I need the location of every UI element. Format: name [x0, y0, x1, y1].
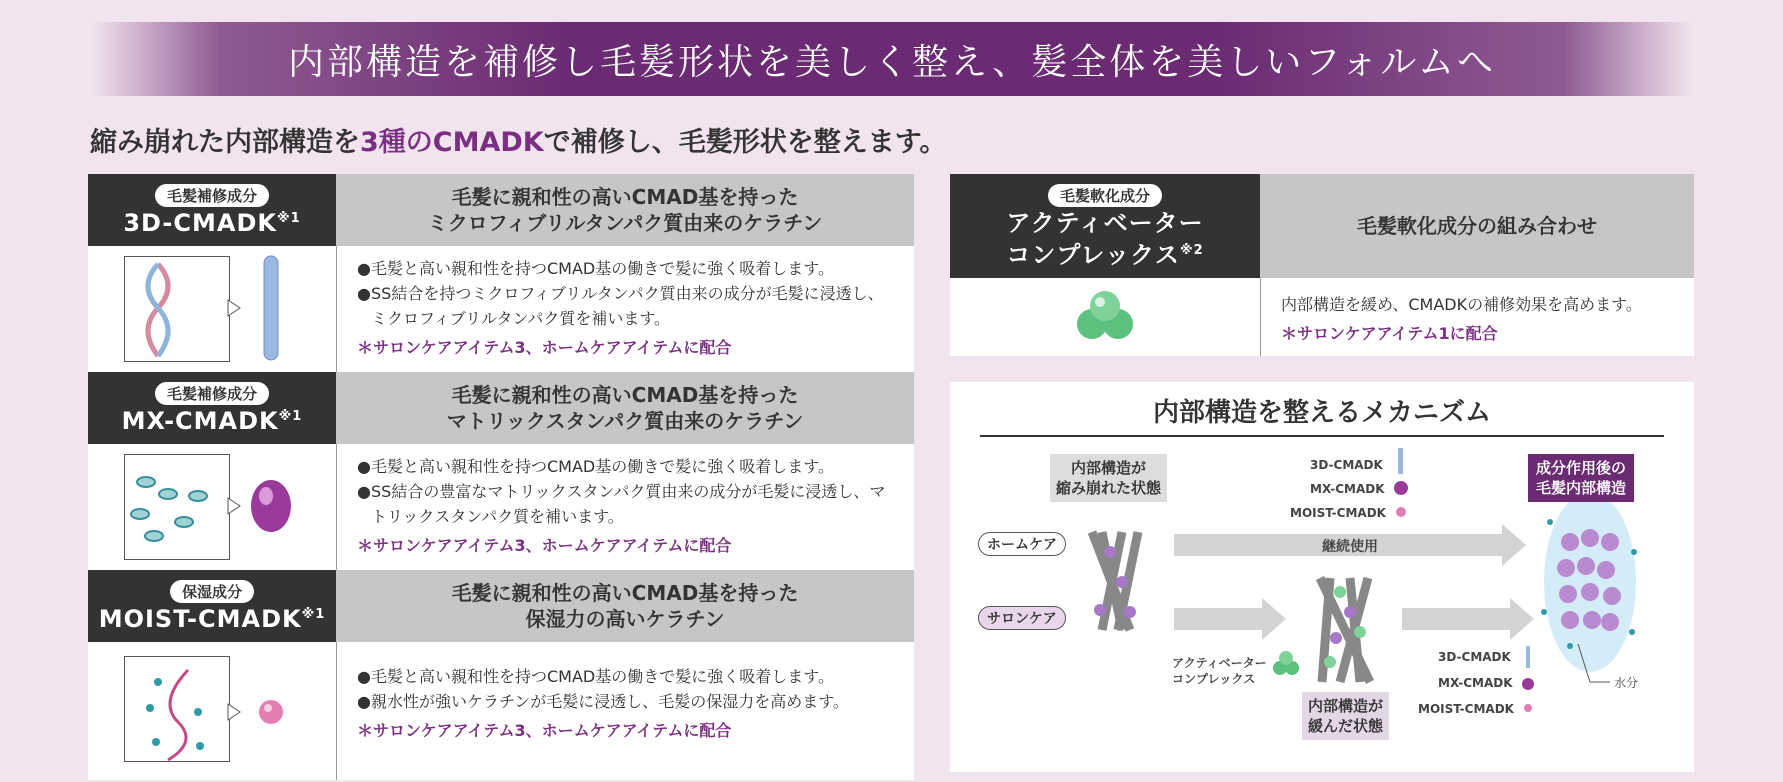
label-line: 成分作用後の: [1536, 459, 1627, 477]
ingredient-description: [336, 372, 914, 444]
ingredient-table-moist: 保湿成分 MOIST-CMADK$^{※1}$ 毛髪に親和性の高いCMAD基を持った 保湿力の高いケラチン ● 毛髪と高い親和性を持つCMAD基の働きで髪に強く吸着します。 ● 親水性が強いケラチンが毛髪に浸透し、毛髪の保湿力を高めます。 ＊サロンケアアイテム3、ホームケアアイテムに配合: [88, 570, 914, 780]
ingredient-name-cell: [88, 570, 336, 642]
home-care-tag: ホームケア: [978, 532, 1066, 556]
legend-moist: MOIST-CMADK: [1290, 506, 1386, 520]
subheading: [90, 120, 947, 159]
desc-line: ミクロフィブリルタンパク質由来のケラチン: [427, 211, 823, 235]
activator-label-2: コンプレックス: [1172, 672, 1256, 686]
desc-line: 毛髪に親和性の高いCMAD基を持った: [451, 383, 799, 407]
subhead-highlight: 3種のCMADK: [360, 127, 544, 158]
subhead-pre: 縮み崩れた内部構造を: [90, 127, 360, 158]
title-banner: [92, 22, 1692, 96]
activator-description: 毛髪軟化成分の組み合わせ: [1260, 174, 1694, 278]
continuous-use-label: 継続使用: [1322, 539, 1378, 555]
label-line: 内部構造が: [1308, 697, 1384, 715]
after-legend-moist: MOIST-CMADK: [1418, 702, 1514, 716]
activator-label-1: アクティベーター: [1172, 656, 1267, 670]
loosened-state-label: [1302, 692, 1389, 740]
matrix-keratin-illustration: [88, 444, 337, 570]
formulation-note: ＊サロンケアアイテム3、ホームケアアイテムに配合: [357, 338, 732, 357]
ingredient-description: [336, 570, 914, 642]
legend-3d: 3D-CMADK: [1310, 458, 1383, 472]
bullet-text: 毛髪と高い親和性を持つCMAD基の働きで髪に強く吸着します。: [371, 667, 834, 686]
bullet-text: 毛髪と高い親和性を持つCMAD基の働きで髪に強く吸着します。: [371, 457, 834, 476]
label-line: 縮み崩れた状態: [1056, 479, 1162, 497]
salon-arrow-1: [1174, 608, 1264, 630]
ingredient-name-cell: [88, 174, 336, 246]
footnote-mark: ※1: [276, 210, 301, 226]
ingredient-name-cell: [88, 372, 336, 444]
banner-title: 内部構造を補修し毛髪形状を美しく整え、髪全体を美しいフォルムへ: [288, 41, 1496, 83]
footnote-mark: ※1: [301, 606, 326, 622]
legend-mx: MX-CMADK: [1310, 482, 1385, 496]
category-badge: 毛髪補修成分: [155, 184, 269, 207]
ingredient-name: 3D-CMADK: [123, 208, 277, 237]
activator-molecule-illustration: [950, 278, 1261, 356]
category-badge: 毛髪補修成分: [155, 382, 269, 405]
mechanism-panel: [950, 382, 1694, 772]
mechanism-title: 内部構造を整えるメカニズム: [980, 392, 1664, 437]
moist-keratin-illustration: [88, 642, 337, 780]
salon-arrow-2: [1402, 608, 1512, 630]
subhead-post: で補修し、毛髪形状を整えます。: [543, 127, 947, 158]
activator-text: 内部構造を緩め、CMADKの補修効果を高めます。: [1281, 295, 1642, 314]
ingredient-table-3d: 毛髪補修成分 3D-CMADK$^{※1}$ 毛髪に親和性の高いCMAD基を持った ミクロフィブリルタンパク質由来のケラチン ● 毛髪と高い親和性を持つCMAD基の働きで髪に強く吸着します。 ● SS結合を持つミクロフィブリルタンパク質由来の成分が毛髪に浸透し、ミクロフィブリルタンパク質を補います。 ＊サロンケアアイテム3、ホームケアアイテムに配合: [88, 174, 914, 373]
label-line: 毛髪内部構造: [1536, 479, 1627, 497]
activator-name2: コンプレックス: [1006, 240, 1180, 269]
footnote-mark: ※2: [1179, 242, 1204, 258]
bullet-text: 毛髪と高い親和性を持つCMAD基の働きで髪に強く吸着します。: [371, 259, 834, 278]
salon-care-tag: サロンケア: [978, 606, 1066, 630]
label-line: 緩んだ状態: [1308, 717, 1384, 735]
activator-name1: アクティベーター: [1006, 208, 1204, 237]
bullet-text: SS結合の豊富なマトリックスタンパク質由来の成分が毛髪に浸透し、マトリックスタンパク質を補います。: [371, 482, 886, 526]
ingredient-table-mx: 毛髪補修成分 MX-CMADK$^{※1}$ 毛髪に親和性の高いCMAD基を持った マトリックスタンパク質由来のケラチン ● 毛髪と高い親和性を持つCMAD基の働きで髪に強く吸着します。 ● SS結合の豊富なマトリックスタンパク質由来の成分が毛髪に浸透し、マトリックスタンパク質を補います。 ＊サロンケアアイテム3、ホームケアアイテムに配合: [88, 372, 914, 571]
activator-table: [950, 174, 1694, 356]
ingredient-name: MX-CMADK: [121, 406, 279, 435]
after-state-label: [1528, 454, 1634, 502]
desc-line: 保湿力の高いケラチン: [525, 607, 725, 631]
bullet-text: 親水性が強いケラチンが毛髪に浸透し、毛髪の保湿力を高めます。: [371, 692, 849, 711]
ingredient-name: MOIST-CMADK: [98, 604, 302, 633]
desc-line: 毛髪に親和性の高いCMAD基を持った: [451, 581, 799, 605]
category-badge: 毛髪軟化成分: [1048, 184, 1162, 207]
formulation-note: ＊サロンケアアイテム3、ホームケアアイテムに配合: [357, 721, 732, 740]
footnote-mark: ※1: [278, 408, 303, 424]
label-line: 内部構造が: [1071, 459, 1147, 477]
category-badge: 保湿成分: [170, 580, 254, 603]
bullet-text: SS結合を持つミクロフィブリルタンパク質由来の成分が毛髪に浸透し、ミクロフィブリルタンパク質を補います。: [371, 284, 884, 328]
keratin-helix-illustration: [88, 246, 337, 372]
formulation-note: ＊サロンケアアイテム1に配合: [1281, 324, 1498, 343]
after-legend-mx: MX-CMADK: [1438, 676, 1513, 690]
formulation-note: ＊サロンケアアイテム3、ホームケアアイテムに配合: [357, 536, 732, 555]
after-legend-3d: 3D-CMADK: [1438, 650, 1511, 664]
water-label: 水分: [1614, 676, 1639, 690]
activator-name-cell: [950, 174, 1260, 278]
ingredient-description: [336, 174, 914, 246]
desc-line: マトリックスタンパク質由来のケラチン: [446, 409, 804, 433]
desc-line: 毛髪に親和性の高いCMAD基を持った: [451, 185, 799, 209]
